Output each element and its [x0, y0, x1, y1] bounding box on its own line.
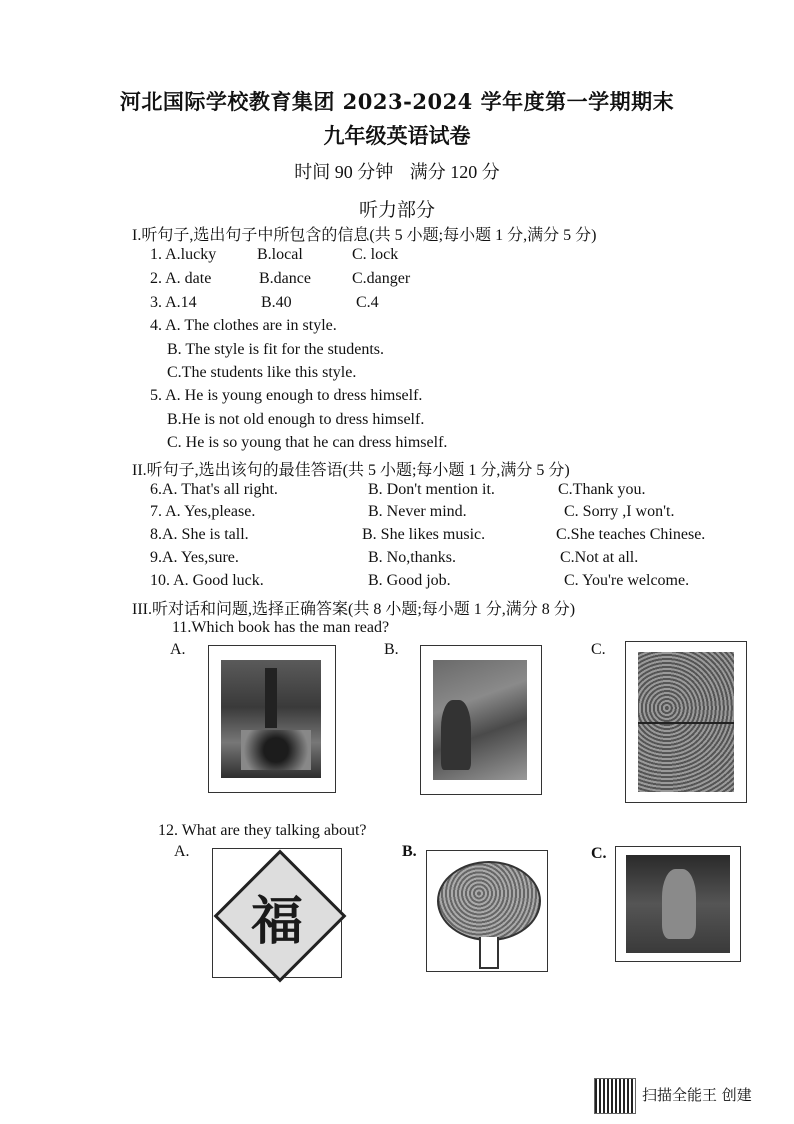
q3-option-a: 3. A.14	[150, 294, 197, 311]
q3-option-b: B.40	[261, 294, 292, 311]
exam-time: 时间 90 分钟	[294, 162, 394, 182]
q4-option-b: B. The style is fit for the students.	[167, 341, 385, 358]
q1-option-a: 1. A.lucky	[150, 246, 217, 263]
q2-option-a: 2. A. date	[150, 270, 212, 287]
q1-option-b: B.local	[257, 246, 303, 263]
q12-label-b: B.	[402, 843, 417, 860]
q6-option-a: 6.A. That's all right.	[150, 481, 278, 498]
exam-subtitle: 九年级英语试卷	[323, 123, 471, 148]
q8-option-c: C.She teaches Chinese.	[556, 526, 706, 543]
part3-heading: III.听对话和问题,选择正确答案(共 8 小题;每小题 1 分,满分 8 分)	[132, 601, 576, 618]
q8-option-b: B. She likes music.	[362, 526, 486, 543]
q5-option-a: 5. A. He is young enough to dress himself.	[150, 387, 423, 404]
q5-option-c: C. He is so young that he can dress himself.	[167, 434, 448, 451]
q4-option-a: 4. A. The clothes are in style.	[150, 317, 337, 334]
section-title: 听力部分	[358, 200, 435, 221]
q5-option-b: B.He is not old enough to dress himself.	[167, 411, 425, 428]
part1-heading: I.听句子,选出句子中所包含的信息(共 5 小题;每小题 1 分,满分 5 分)	[132, 227, 597, 244]
q11-label-b: B.	[384, 641, 399, 658]
footer-watermark-text: 扫描全能王 创建	[642, 1086, 752, 1104]
q10-option-b: B. Good job.	[368, 572, 451, 589]
q3-option-c: C.4	[356, 294, 379, 311]
q1-option-c: C. lock	[352, 246, 399, 263]
q9-option-c: C.Not at all.	[560, 549, 639, 566]
q8-option-a: 8.A. She is tall.	[150, 526, 249, 543]
q11-question: 11.Which book has the man read?	[172, 619, 390, 636]
q7-option-a: 7. A. Yes,please.	[150, 503, 256, 520]
q12-label-a: A.	[174, 843, 190, 860]
fu-character: 福	[250, 891, 303, 952]
q9-option-a: 9.A. Yes,sure.	[150, 549, 239, 566]
q11-book-a-image[interactable]	[208, 645, 336, 793]
q11-book-b-image[interactable]	[420, 645, 542, 795]
q12-fan-image[interactable]	[426, 850, 548, 972]
q10-option-a: 10. A. Good luck.	[150, 572, 264, 589]
q4-option-c: C.The students like this style.	[167, 364, 357, 381]
q10-option-c: C. You're welcome.	[564, 572, 690, 589]
q2-option-c: C.danger	[352, 270, 411, 287]
q12-label-c: C.	[591, 845, 607, 862]
q9-option-b: B. No,thanks.	[368, 549, 456, 566]
q7-option-b: B. Never mind.	[368, 503, 467, 520]
q12-question: 12. What are they talking about?	[158, 822, 367, 839]
exam-full-score: 满分 120 分	[409, 162, 500, 182]
q6-option-c: C.Thank you.	[558, 481, 646, 498]
part2-heading: II.听句子,选出该句的最佳答语(共 5 小题;每小题 1 分,满分 5 分)	[132, 462, 570, 479]
q11-label-a: A.	[170, 641, 186, 658]
q12-fu-image[interactable]	[212, 848, 342, 978]
q2-option-b: B.dance	[259, 270, 311, 287]
q6-option-b: B. Don't mention it.	[368, 481, 495, 498]
scanner-logo-icon	[594, 1078, 636, 1114]
exam-meta	[0, 158, 794, 184]
q11-label-c: C.	[591, 641, 606, 658]
q7-option-c: C. Sorry ,I won't.	[564, 503, 675, 520]
exam-title: 河北国际学校教育集团 2023-2024 学年度第一学期期末	[119, 89, 675, 114]
q12-clay-figure-image[interactable]	[615, 846, 741, 962]
q11-book-c-image[interactable]	[625, 641, 747, 803]
